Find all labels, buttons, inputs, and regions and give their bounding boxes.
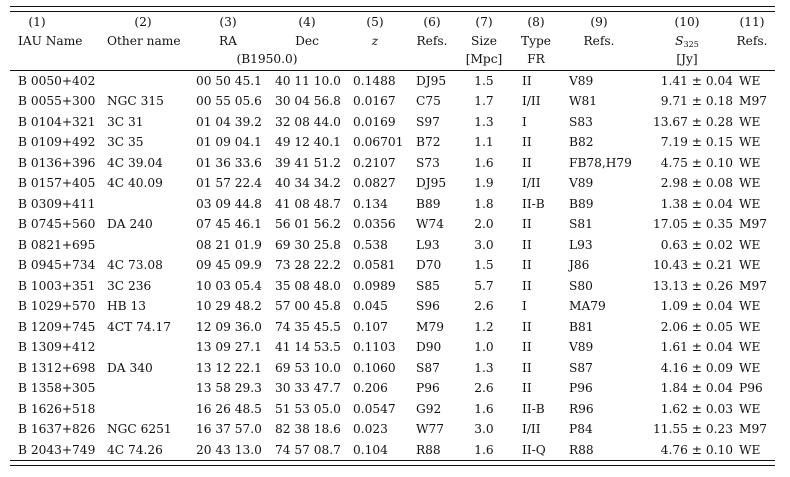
- col-number-4: (4): [298, 15, 316, 29]
- cell-refs-3: WE: [739, 442, 761, 457]
- flux-unit: [Jy]: [676, 52, 698, 66]
- cell-redshift: 0.206: [353, 381, 388, 395]
- cell-type: II: [522, 319, 532, 334]
- cell-flux: 4.75 ± 0.10: [660, 155, 733, 170]
- col-header-size: Size: [471, 33, 497, 48]
- cell-size: 1.3: [474, 360, 494, 375]
- cell-iau-name: B 1003+351: [18, 278, 96, 293]
- cell-dec: 41 08 48.7: [275, 196, 341, 211]
- cell-refs-2: B89: [569, 196, 594, 211]
- cell-refs: W74: [416, 217, 445, 231]
- cell-refs-2: FB78,H79: [569, 155, 632, 170]
- cell-refs-3: WE: [739, 401, 761, 416]
- cell-iau-name: B 0136+396: [18, 155, 96, 170]
- cell-redshift: 0.1060: [353, 360, 396, 375]
- cell-ra: 10 29 48.2: [196, 299, 262, 313]
- cell-redshift: 0.045: [353, 299, 388, 313]
- cell-size: 2.0: [474, 217, 494, 231]
- cell-size: 1.8: [474, 196, 494, 211]
- cell-size: 2.6: [474, 299, 494, 313]
- cell-ra: 16 26 48.5: [196, 401, 262, 416]
- cell-redshift: 0.1488: [353, 73, 396, 88]
- cell-type: I/II: [522, 422, 541, 436]
- cell-refs: G92: [416, 401, 442, 416]
- cell-other-name: 3C 236: [107, 278, 152, 293]
- cell-dec: 32 08 44.0: [275, 114, 341, 129]
- cell-dec: 73 28 22.2: [275, 258, 341, 272]
- cell-iau-name: B 2043+749: [18, 442, 96, 457]
- cell-size: 5.7: [474, 278, 494, 293]
- cell-redshift: 0.538: [353, 237, 388, 252]
- cell-refs-2: B81: [569, 319, 594, 334]
- col-header-refs: Refs.: [416, 33, 448, 48]
- cell-dec: 69 53 10.0: [275, 360, 341, 375]
- cell-dec: 69 30 25.8: [275, 237, 341, 252]
- col-header-redshift: z: [371, 33, 379, 48]
- cell-size: 2.6: [474, 381, 494, 395]
- cell-size: 1.5: [474, 258, 494, 272]
- cell-ra: 13 09 27.1: [196, 340, 262, 354]
- cell-size: 1.0: [474, 340, 494, 354]
- cell-dec: 41 14 53.5: [275, 340, 341, 354]
- cell-flux: 2.06 ± 0.05: [660, 319, 733, 334]
- col-number-10: (10): [674, 15, 700, 29]
- cell-ra: 00 50 45.1: [196, 73, 262, 88]
- cell-ra: 09 45 09.9: [196, 258, 262, 272]
- cell-ra: 08 21 01.9: [196, 237, 262, 252]
- table-body: [10, 71, 775, 461]
- cell-refs: W77: [416, 422, 445, 436]
- col-header-dec: Dec: [295, 33, 319, 48]
- col-header-ra: RA: [219, 33, 237, 48]
- cell-refs-2: W81: [569, 94, 598, 108]
- cell-dec: 74 57 08.7: [275, 442, 341, 457]
- cell-refs: S85: [416, 278, 440, 293]
- cell-refs: R88: [416, 442, 441, 457]
- cell-refs-2: R96: [569, 401, 594, 416]
- cell-type: II: [522, 258, 532, 272]
- cell-refs-2: S87: [569, 360, 593, 375]
- cell-type: II: [522, 340, 532, 354]
- table-row: [10, 132, 775, 153]
- cell-flux: 10.43 ± 0.21: [653, 258, 733, 272]
- col-number-11: (11): [739, 15, 765, 29]
- cell-type: II: [522, 237, 532, 252]
- cell-refs-2: V89: [569, 73, 594, 88]
- cell-iau-name: B 1312+698: [18, 360, 96, 375]
- radio-galaxy-table: [10, 6, 775, 466]
- cell-flux: 13.67 ± 0.28: [653, 114, 733, 129]
- header-names-row: [10, 31, 775, 50]
- cell-iau-name: B 1637+826: [18, 422, 96, 436]
- cell-refs-3: WE: [739, 340, 761, 354]
- col-number-7: (7): [475, 15, 493, 29]
- cell-refs-3: WE: [739, 299, 761, 313]
- cell-redshift: 0.0989: [353, 278, 396, 293]
- cell-iau-name: B 1309+412: [18, 340, 96, 354]
- cell-refs: C75: [416, 94, 441, 108]
- cell-size: 1.5: [474, 73, 494, 88]
- cell-redshift: 0.0356: [353, 217, 396, 231]
- cell-type: II-Q: [522, 442, 546, 457]
- col-number-3: (3): [219, 15, 237, 29]
- cell-ra: 01 36 33.6: [196, 155, 262, 170]
- cell-refs-3: WE: [739, 176, 761, 190]
- header-units-row: [10, 49, 775, 68]
- cell-iau-name: B 1029+570: [18, 299, 96, 313]
- cell-flux: 1.84 ± 0.04: [660, 381, 733, 395]
- cell-refs-2: S83: [569, 114, 593, 129]
- cell-refs-3: M97: [739, 94, 767, 108]
- cell-redshift: 0.104: [353, 442, 388, 457]
- cell-ra: 01 09 04.1: [196, 135, 262, 149]
- cell-type: II-B: [522, 196, 545, 211]
- cell-size: 3.0: [474, 237, 494, 252]
- cell-other-name: 4C 73.08: [107, 258, 163, 272]
- table-row: [10, 112, 775, 133]
- cell-refs: L93: [416, 237, 440, 252]
- cell-iau-name: B 0109+492: [18, 135, 96, 149]
- cell-refs: M79: [416, 319, 444, 334]
- cell-dec: 40 11 10.0: [275, 73, 341, 88]
- cell-dec: 30 04 56.8: [275, 94, 341, 108]
- cell-redshift: 0.0827: [353, 176, 396, 190]
- cell-refs-2: S80: [569, 278, 593, 293]
- cell-flux: 2.98 ± 0.08: [660, 176, 733, 190]
- cell-refs-2: V89: [569, 340, 594, 354]
- cell-refs-2: P84: [569, 422, 593, 436]
- cell-ra: 03 09 44.8: [196, 196, 262, 211]
- cell-type: I/II: [522, 176, 541, 190]
- cell-size: 1.1: [474, 135, 494, 149]
- cell-iau-name: B 0104+321: [18, 114, 96, 129]
- cell-type: II: [522, 278, 532, 293]
- cell-refs: D70: [416, 258, 442, 272]
- col-number-6: (6): [423, 15, 441, 29]
- cell-ra: 01 04 39.2: [196, 114, 262, 129]
- table-row: [10, 419, 775, 440]
- col-number-9: (9): [590, 15, 608, 29]
- cell-refs-2: R88: [569, 442, 594, 457]
- cell-type: II: [522, 381, 532, 395]
- table-row: [10, 399, 775, 420]
- cell-size: 1.6: [474, 155, 494, 170]
- cell-ra: 01 57 22.4: [196, 176, 262, 190]
- cell-ra: 16 37 57.0: [196, 422, 262, 436]
- cell-flux: 1.62 ± 0.03: [660, 401, 733, 416]
- cell-refs-2: S81: [569, 217, 593, 231]
- table-row: [10, 194, 775, 215]
- cell-dec: 57 00 45.8: [275, 299, 341, 313]
- cell-type: II: [522, 73, 532, 88]
- cell-refs-3: WE: [739, 237, 761, 252]
- cell-redshift: 0.134: [353, 196, 388, 211]
- cell-dec: 40 34 34.2: [275, 176, 341, 190]
- cell-iau-name: B 1626+518: [18, 401, 96, 416]
- cell-refs-2: B82: [569, 135, 594, 149]
- table-row: [10, 317, 775, 338]
- col-number-1: (1): [28, 15, 46, 29]
- cell-iau-name: B 0157+405: [18, 176, 96, 190]
- cell-other-name: 4C 40.09: [107, 176, 163, 190]
- table-row: [10, 173, 775, 194]
- cell-refs: S73: [416, 155, 440, 170]
- cell-redshift: 0.107: [353, 319, 388, 334]
- cell-refs-3: WE: [739, 73, 761, 88]
- cell-refs: P96: [416, 381, 440, 395]
- cell-size: 3.0: [474, 422, 494, 436]
- cell-dec: 51 53 05.0: [275, 401, 341, 416]
- cell-refs-2: P96: [569, 381, 593, 395]
- cell-iau-name: B 0945+734: [18, 258, 96, 272]
- cell-ra: 10 03 05.4: [196, 278, 262, 293]
- cell-flux: 1.61 ± 0.04: [660, 340, 733, 354]
- cell-other-name: 4C 39.04: [107, 155, 163, 170]
- cell-refs: DJ95: [416, 176, 447, 190]
- table-row: [10, 91, 775, 112]
- cell-refs-3: WE: [739, 196, 761, 211]
- cell-refs: S87: [416, 360, 440, 375]
- cell-dec: 30 33 47.7: [275, 381, 341, 395]
- col-header-other-name: Other name: [107, 33, 181, 48]
- cell-type: I/II: [522, 94, 541, 108]
- cell-flux: 13.13 ± 0.26: [653, 278, 733, 293]
- table-row: [10, 296, 775, 317]
- cell-size: 1.9: [474, 176, 494, 190]
- cell-flux: 1.38 ± 0.04: [660, 196, 733, 211]
- col-header-flux: [675, 34, 699, 49]
- cell-redshift: 0.023: [353, 422, 388, 436]
- cell-other-name: 3C 31: [107, 114, 144, 129]
- cell-ra: 07 45 46.1: [196, 217, 262, 231]
- table-row: [10, 337, 775, 358]
- cell-size: 1.2: [474, 319, 494, 334]
- cell-other-name: 3C 35: [107, 135, 144, 149]
- cell-refs-3: P96: [739, 381, 763, 395]
- cell-dec: 39 41 51.2: [275, 155, 341, 170]
- cell-other-name: 4C 74.26: [107, 442, 163, 457]
- cell-flux: 0.63 ± 0.02: [660, 237, 733, 252]
- cell-iau-name: B 1358+305: [18, 381, 96, 395]
- table-row: [10, 214, 775, 235]
- cell-flux: 1.41 ± 0.04: [660, 73, 733, 88]
- col-number-5: (5): [366, 15, 384, 29]
- cell-other-name: DA 240: [107, 217, 153, 231]
- col-number-2: (2): [134, 15, 152, 29]
- table-row: [10, 255, 775, 276]
- table-row: [10, 71, 775, 92]
- flux-frequency: 325: [683, 39, 699, 49]
- cell-ra: 00 55 05.6: [196, 94, 262, 108]
- cell-flux: 11.55 ± 0.23: [653, 422, 733, 436]
- cell-ra: 12 09 36.0: [196, 319, 262, 334]
- cell-dec: 56 01 56.2: [275, 217, 341, 231]
- cell-redshift: 0.06701: [353, 135, 404, 149]
- cell-iau-name: B 0050+402: [18, 73, 96, 88]
- cell-refs: D90: [416, 340, 442, 354]
- cell-dec: 35 08 48.0: [275, 278, 341, 293]
- cell-refs-2: L93: [569, 237, 593, 252]
- cell-type: II: [522, 217, 532, 231]
- header-numbers-row: [10, 12, 775, 31]
- cell-type: II: [522, 360, 532, 375]
- cell-redshift: 0.2107: [353, 155, 396, 170]
- cell-refs-3: WE: [739, 258, 761, 272]
- cell-dec: 49 12 40.1: [275, 135, 341, 149]
- cell-refs-3: M97: [739, 422, 767, 436]
- cell-other-name: DA 340: [107, 360, 153, 375]
- col-number-8: (8): [527, 15, 545, 29]
- col-header-refs-2: Refs.: [583, 33, 615, 48]
- cell-flux: 4.16 ± 0.09: [660, 360, 733, 375]
- flux-symbol: S: [675, 33, 684, 48]
- cell-refs-3: WE: [739, 360, 761, 375]
- cell-other-name: NGC 315: [107, 94, 164, 108]
- cell-type: I: [522, 299, 527, 313]
- cell-redshift: 0.0167: [353, 94, 396, 108]
- cell-flux: 1.09 ± 0.04: [660, 299, 733, 313]
- cell-iau-name: B 0821+695: [18, 237, 96, 252]
- cell-flux: 17.05 ± 0.35: [653, 217, 733, 231]
- cell-size: 1.6: [474, 401, 494, 416]
- cell-refs-2: V89: [569, 176, 594, 190]
- table-row: [10, 358, 775, 379]
- table-row: [10, 276, 775, 297]
- cell-type: II: [522, 135, 532, 149]
- cell-iau-name: B 0745+560: [18, 217, 96, 231]
- cell-type: I: [522, 114, 527, 129]
- cell-refs-3: M97: [739, 278, 767, 293]
- cell-refs-3: M97: [739, 217, 767, 231]
- cell-other-name: NGC 6251: [107, 422, 172, 436]
- cell-refs: B72: [416, 135, 441, 149]
- cell-redshift: 0.0169: [353, 114, 396, 129]
- cell-iau-name: B 0055+300: [18, 94, 96, 108]
- cell-refs: S96: [416, 299, 440, 313]
- cell-refs-3: WE: [739, 155, 761, 170]
- cell-size: 1.6: [474, 442, 494, 457]
- cell-ra: 20 43 13.0: [196, 442, 262, 457]
- cell-iau-name: B 1209+745: [18, 319, 96, 334]
- cell-refs-3: WE: [739, 319, 761, 334]
- cell-dec: 74 35 45.5: [275, 319, 341, 334]
- table-row: [10, 378, 775, 399]
- cell-refs-2: J86: [569, 258, 590, 272]
- cell-type: II-B: [522, 401, 545, 416]
- cell-redshift: 0.0547: [353, 401, 396, 416]
- epoch-label: (B1950.0): [236, 52, 298, 66]
- table-row: [10, 153, 775, 174]
- cell-refs: B89: [416, 196, 441, 211]
- size-unit: [Mpc]: [465, 52, 503, 66]
- cell-type: II: [522, 155, 532, 170]
- bottom-rule: [10, 460, 775, 466]
- cell-redshift: 0.1103: [353, 340, 396, 354]
- cell-size: 1.3: [474, 114, 494, 129]
- cell-refs-2: MA79: [569, 299, 606, 313]
- cell-refs-3: WE: [739, 135, 761, 149]
- col-header-refs-3: Refs.: [736, 33, 768, 48]
- cell-flux: 4.76 ± 0.10: [660, 442, 733, 457]
- table-row: [10, 235, 775, 256]
- cell-dec: 82 38 18.6: [275, 422, 341, 436]
- cell-refs: S97: [416, 114, 440, 129]
- cell-iau-name: B 0309+411: [18, 196, 96, 211]
- cell-refs: DJ95: [416, 73, 447, 88]
- cell-ra: 13 12 22.1: [196, 360, 262, 375]
- cell-flux: 9.71 ± 0.18: [660, 94, 733, 108]
- cell-size: 1.7: [474, 94, 494, 108]
- table-row: [10, 440, 775, 461]
- cell-ra: 13 58 29.3: [196, 381, 262, 395]
- type-unit: FR: [527, 52, 545, 66]
- cell-other-name: 4CT 74.17: [107, 319, 171, 334]
- cell-flux: 7.19 ± 0.15: [660, 135, 733, 149]
- col-header-type: Type: [520, 33, 552, 48]
- cell-redshift: 0.0581: [353, 258, 396, 272]
- cell-other-name: HB 13: [107, 299, 146, 313]
- col-header-iau-name: IAU Name: [18, 33, 83, 48]
- cell-refs-3: WE: [739, 114, 761, 129]
